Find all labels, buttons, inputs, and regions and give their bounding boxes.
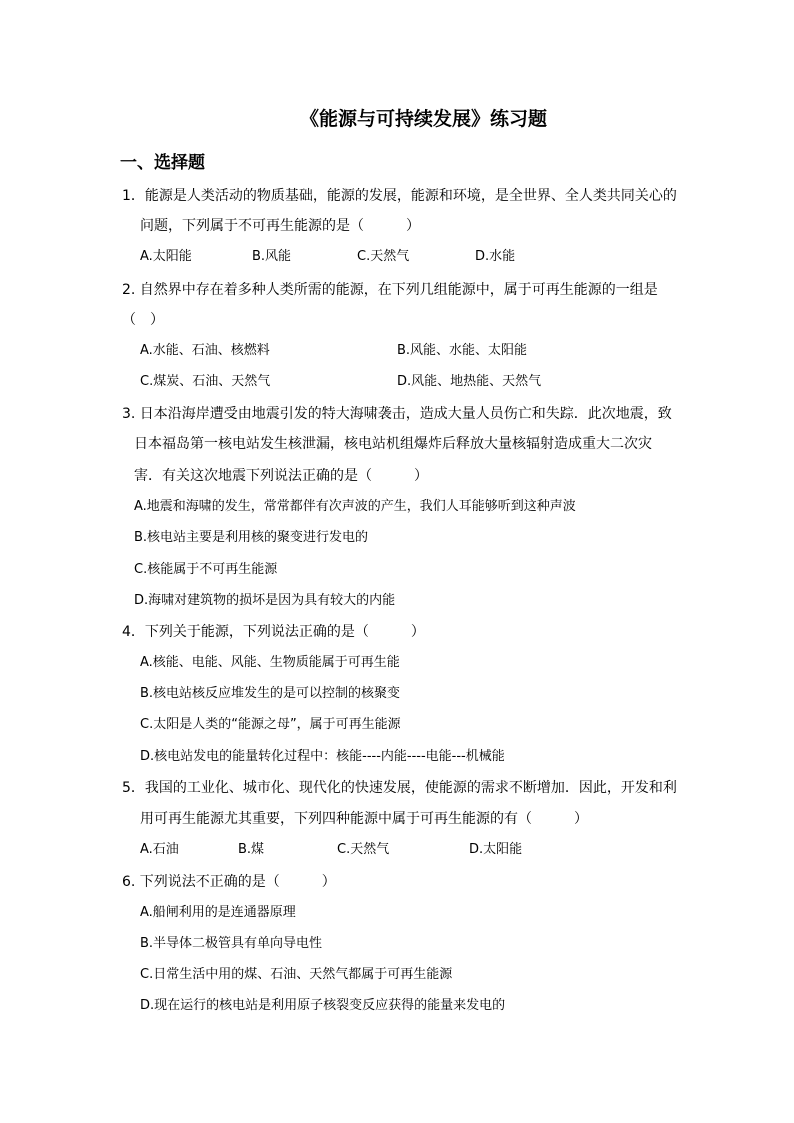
question-4-line-1: 4．下列关于能源，下列说法正确的是（ ） — [122, 624, 425, 640]
section-heading: 一、选择题 — [120, 153, 205, 173]
question-3-line-1: 3. 日本沿海岸遭受由地震引发的特大海啸袭击，造成大量人员伤亡和失踪．此次地震，致 — [122, 406, 672, 422]
question-2-option-a: A.水能、石油、核燃料 — [140, 343, 270, 358]
question-3-option-d: D.海啸对建筑物的损坏是因为具有较大的内能 — [134, 593, 396, 608]
question-4-option-a: A.核能、电能、风能、生物质能属于可再生能 — [140, 655, 400, 670]
question-3-option-a: A.地震和海啸的发生，常常都伴有次声波的产生，我们人耳能够听到这种声波 — [134, 499, 576, 514]
question-2-option-b: B.风能、水能、太阳能 — [397, 343, 528, 358]
question-3-line-3: 害．有关这次地震下列说法正确的是（ ） — [134, 468, 428, 484]
question-5-line-2: 用可再生能源尤其重要，下列四种能源中属于可再生能源的有（ ） — [140, 811, 588, 827]
question-6-option-c: C.日常生活中用的煤、石油、天然气都属于可再生能源 — [140, 967, 453, 982]
question-4-option-d: D.核电站发电的能量转化过程中：核能----内能----电能---机械能 — [140, 749, 505, 764]
question-3-option-b: B.核电站主要是利用核的聚变进行发电的 — [134, 530, 369, 545]
question-6-option-b: B.半导体二极管具有单向导电性 — [140, 936, 323, 951]
question-1-line-2: 问题，下列属于不可再生能源的是（ ） — [140, 218, 420, 234]
question-1-option-a: A.太阳能 — [140, 249, 192, 264]
question-2-line-1: 2. 自然界中存在着多种人类所需的能源，在下列几组能源中，属于可再生能源的一组是 — [122, 282, 658, 298]
question-5-option-c: C.天然气 — [337, 842, 390, 857]
question-6-option-d: D.现在运行的核电站是利用原子核裂变反应获得的能量来发电的 — [140, 998, 506, 1013]
question-4-option-b: B.核电站核反应堆发生的是可以控制的核聚变 — [140, 686, 401, 701]
question-3-option-c: C.核能属于不可再生能源 — [134, 562, 278, 577]
question-1-line-1: 1．能源是人类活动的物质基础，能源的发展，能源和环境，是全世界、全人类共同关心的 — [122, 188, 677, 204]
question-6-option-a: A.船闸利用的是连通器原理 — [140, 905, 296, 920]
question-5-option-b: B.煤 — [238, 842, 265, 857]
question-1-option-d: D.水能 — [475, 249, 516, 264]
document-title: 《能源与可持续发展》练习题 — [300, 108, 548, 130]
question-3-line-2: 日本福岛第一核电站发生核泄漏，核电站机组爆炸后释放大量核辐射造成重大二次灾 — [134, 436, 652, 452]
question-2-line-2: （ ） — [122, 312, 164, 328]
question-4-option-c: C.太阳是人类的“能源之母”，属于可再生能源 — [140, 717, 401, 732]
question-2-option-d: D.风能、地热能、天然气 — [397, 374, 542, 389]
question-1-option-c: C.天然气 — [357, 249, 410, 264]
question-5-option-a: A.石油 — [140, 842, 179, 857]
question-2-option-c: C.煤炭、石油、天然气 — [140, 374, 271, 389]
question-1-option-b: B.风能 — [252, 249, 292, 264]
question-6-line-1: 6. 下列说法不正确的是（ ） — [122, 874, 336, 890]
question-5-line-1: 5．我国的工业化、城市化、现代化的快速发展，使能源的需求不断增加．因此，开发和利 — [122, 780, 677, 796]
question-5-option-d: D.太阳能 — [469, 842, 523, 857]
